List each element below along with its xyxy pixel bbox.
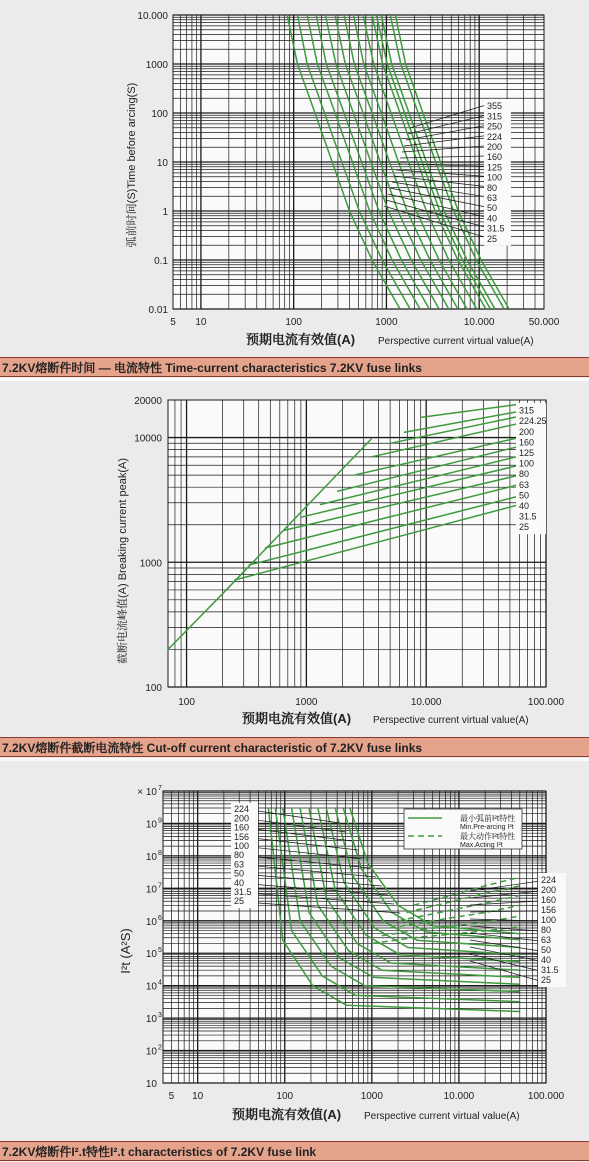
x-axis-label-en: Perspective current virtual value(A) [378,336,534,347]
legend-label: 40 [541,955,552,965]
legend-label: 50 [487,203,498,214]
x-tick-label: 1000 [295,697,318,708]
legend-label: 100 [541,915,557,925]
legend-label: 80 [541,925,552,935]
legend-min-label-en: Min.Pre-arcing I²t [460,824,514,831]
y-tick-label: × 10 [137,787,157,798]
x-tick-label: 10 [195,317,207,328]
legend-label: 25 [487,233,498,244]
x-tick-label: 100 [285,317,303,328]
legend-label: 125 [519,448,535,458]
y-tick-label: 10 [145,981,157,993]
legend-label: 355 [487,101,503,112]
y-tick-exponent: 6 [158,914,162,922]
caption-time-current: 7.2KV熔断件时间 — 电流特性 Time-current characteristics 7.2KV fuse links [0,357,589,377]
x-tick-label: 10 [192,1091,204,1102]
y-tick-label: 1 [162,207,168,218]
legend-label: 40 [234,877,245,888]
caption-i2t: 7.2KV熔断件I².t特性I².t characteristics of 7.2KV fuse link [0,1141,589,1161]
chart-panel-time-current [0,0,589,357]
legend-label: 224 [234,804,250,815]
legend-label: 156 [541,905,557,915]
legend-label: 200 [541,885,557,895]
legend-label: 25 [541,975,552,985]
y-tick-label: 10000 [134,433,162,445]
chart-panel-i2t [0,761,589,1141]
y-tick-exponent: 4 [158,979,162,987]
y-tick-label: 100 [145,683,162,694]
legend-label: 100 [519,458,535,469]
x-tick-label: 10.000 [410,697,442,708]
legend-label: 156 [234,831,250,842]
x-axis-label: 预期电流有效值(A) [246,332,356,347]
legend-label: 160 [541,895,557,905]
cutoff-current-chart [0,381,589,737]
x-tick-label: 1000 [375,317,398,328]
legend-min-label-zh: 最小弧前I²t特性 [460,814,516,823]
legend-label: 31.5 [519,511,537,522]
legend-label: 200 [487,142,503,152]
y-tick-label: 20000 [134,396,162,407]
y-tick-label: 10 [145,916,157,928]
y-tick-label: 10 [145,819,157,831]
legend-label: 100 [487,172,503,183]
y-tick-label: 10 [145,1046,157,1058]
legend-label: 224.25 [519,416,547,427]
legend-label: 224 [541,875,557,885]
legend-label: 25 [519,522,530,533]
y-tick-label: 10 [145,851,157,863]
legend-label: 315 [519,405,535,416]
legend-label: 31.5 [487,223,505,234]
y-tick-label: 10 [145,884,157,896]
legend-label: 200 [519,426,535,437]
x-tick-label: 10.000 [463,317,495,328]
x-axis-label-en: Perspective current virtual value(A) [373,715,529,726]
y-tick-label: 0.01 [148,305,168,316]
legend-label: 25 [234,896,245,907]
time-current-chart [0,0,589,357]
legend-label: 40 [487,213,498,224]
legend-label: 40 [519,501,530,511]
legend-label: 80 [519,469,530,480]
legend-label: 31.5 [234,887,252,897]
x-axis-label: 预期电流有效值(A) [232,1107,342,1122]
y-tick-label: 0.1 [154,256,168,267]
y-tick-exponent: 5 [158,947,162,955]
y-tick-label: 10 [145,1014,157,1026]
y-tick-exponent: 7 [158,785,162,792]
x-axis-label: 预期电流有效值(A) [242,711,352,726]
y-tick-exponent: 9 [158,817,162,825]
y-tick-label: 10 [156,158,168,169]
legend-max-label-zh: 最大动作I²t特性 [460,832,516,841]
caption-cutoff-current: 7.2KV熔断件截断电流特性 Cut-off current characteristic of 7.2KV fuse links [0,737,589,757]
legend-label: 50 [234,868,245,879]
legend-label: 80 [234,850,245,861]
legend-label: 160 [487,152,503,163]
y-tick-label: 1000 [145,60,168,71]
legend-label: 250 [487,121,503,132]
legend-label: 31.5 [541,965,559,975]
y-axis-label: I²t (A²S) [118,928,133,974]
y-tick-label: 100 [151,109,168,120]
x-tick-label: 5 [168,1091,175,1102]
legend-label: 63 [519,479,530,490]
legend-label: 160 [234,822,250,833]
y-tick-label: 10 [145,1079,157,1090]
legend-label: 63 [234,859,245,870]
legend-label: 125 [487,162,503,173]
i2t-chart [0,761,589,1141]
y-axis-label: 弧前时间(S)Time before arcing(S) [126,82,138,248]
y-tick-exponent: 2 [158,1044,162,1052]
x-tick-label: 100 [178,697,195,708]
x-axis-label-en: Perspective current virtual value(A) [364,1111,520,1122]
legend-label: 63 [541,935,552,945]
x-tick-label: 10.000 [443,1091,475,1102]
x-tick-label: 50.000 [528,317,560,328]
y-tick-exponent: 7 [158,882,162,890]
y-tick-exponent: 8 [158,849,162,857]
y-tick-exponent: 3 [158,1012,162,1020]
legend-label: 224 [487,131,503,142]
legend-max-label-en: Max.Acting I²t [460,842,503,849]
legend-label: 160 [519,437,535,448]
legend-label: 200 [234,813,250,824]
legend-label: 315 [487,111,503,122]
y-tick-label: 10.000 [137,11,168,22]
x-tick-label: 5 [170,317,176,328]
chart-panel-cutoff-current [0,381,589,737]
legend-label: 80 [487,182,498,193]
y-axis-label: 截断电流峰值(A) Breaking current peak(A) [117,458,129,664]
x-tick-label: 100 [276,1091,294,1102]
x-tick-label: 1000 [360,1091,383,1102]
x-tick-label: 100.000 [527,697,565,708]
legend-label: 50 [541,945,552,955]
legend-label: 50 [519,490,530,501]
y-tick-label: 1000 [139,558,162,570]
legend-label: 100 [234,841,250,851]
x-tick-label: 100.000 [527,1091,565,1102]
y-tick-label: 10 [145,949,157,961]
legend-label: 63 [487,193,498,203]
